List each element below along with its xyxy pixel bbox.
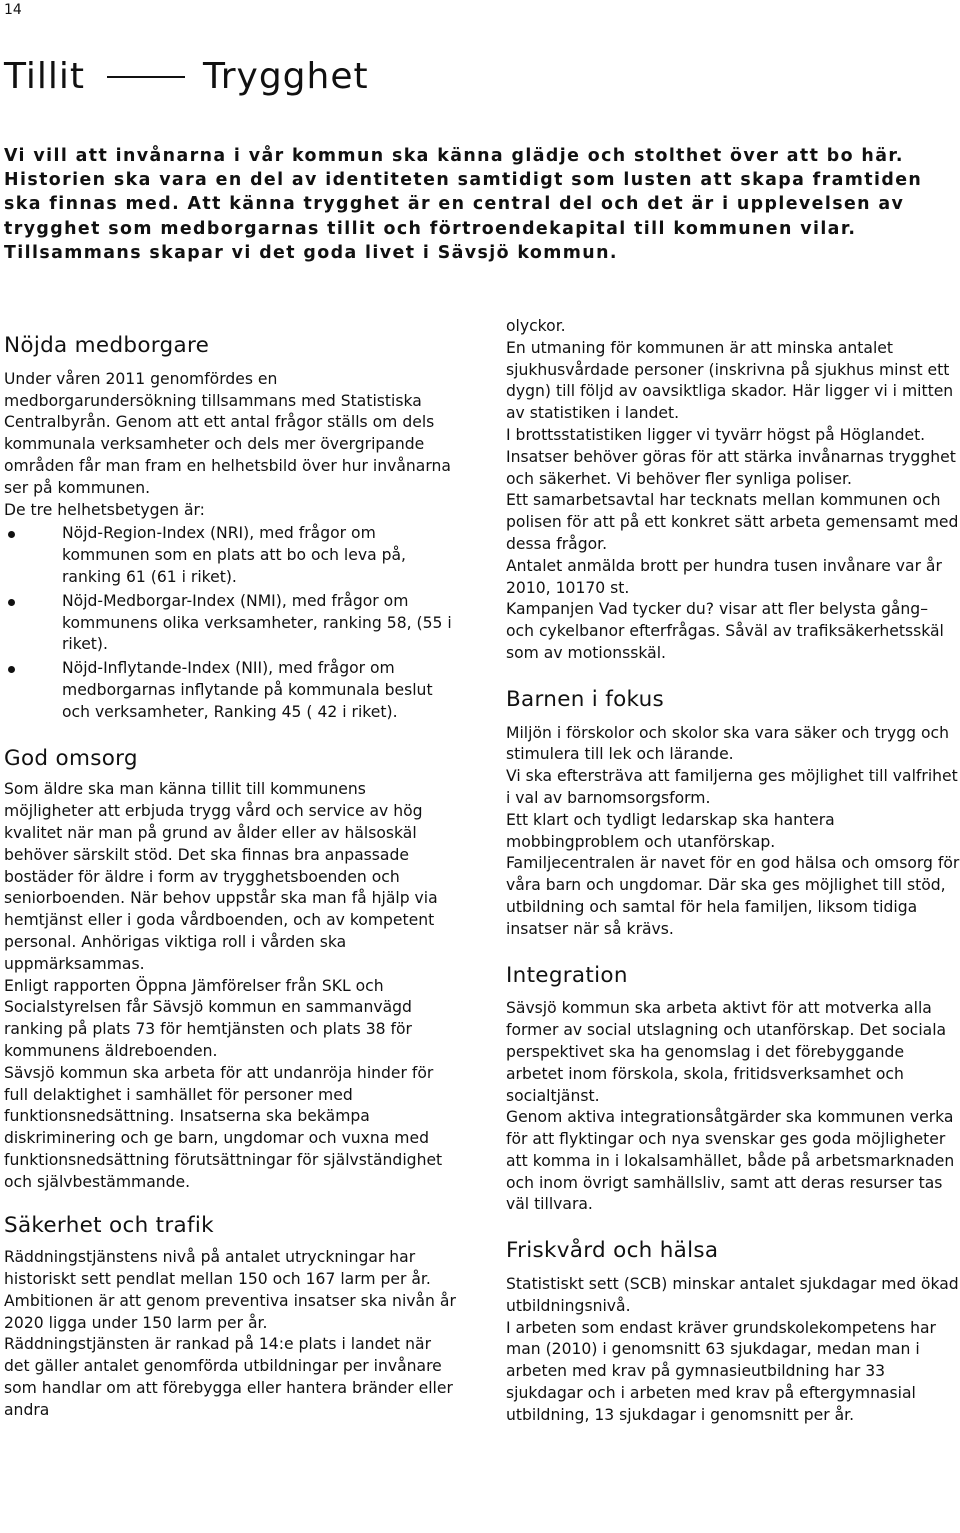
paragraph: Antalet anmälda brott per hundra tusen invånare var år 2010, 10170 st.	[506, 556, 942, 597]
title-part-1: Tillit	[4, 56, 86, 97]
section-god-omsorg	[4, 745, 456, 1194]
index-list	[4, 523, 456, 723]
paragraph: I arbeten som endast kräver grundskolekompetens har man (2010) i genomsnitt 63 sjukdagar, medan man i arbeten med krav på gymnasieutbildning har 33 sjukdagar och i arbeten med krav på eftergymnasial utbildning, 13 sjukdagar i genomsnitt per år.	[506, 1318, 936, 1424]
paragraph: Räddningstjänstens nivå på antalet utryckningar har historiskt sett pendlat mellan 150 och 167 larm per år. Ambitionen är att genom preventiva insatser ska nivån år 2020 ligga under 150 larm per år.	[4, 1248, 456, 1332]
bullet-icon	[8, 531, 15, 538]
section-heading: Integration	[506, 962, 628, 988]
bullet-icon	[8, 599, 15, 606]
page-number: 14	[4, 2, 22, 18]
section-heading: Barnen i fokus	[506, 686, 665, 712]
section-nojda-medborgare	[4, 335, 456, 724]
paragraph: Kampanjen Vad tycker du? visar att fler belysta gång– och cykelbanor efterfrågas. Såväl av trafiksäkerhetsskäl som av motionsskäl.	[506, 600, 944, 662]
section-heading: Nöjda medborgare	[4, 333, 210, 358]
section-continuation	[506, 316, 960, 665]
paragraph: Familjecentralen är navet för en god hälsa och omsorg för våra barn och ungdomar. Där ska ges möjlighet till stöd, utbildning och samtal för hela familjen, liksom tidiga insatser när så krävs.	[506, 854, 960, 938]
paragraph: Enligt rapporten Öppna Jämförelser från SKL och Socialstyrelsen får Sävsjö kommun en sammanvägd ranking på plats 73 för hemtjänsten och plats 38 för kommunens äldreboenden.	[4, 976, 412, 1060]
paragraph: Räddningstjänsten är rankad på 14:e plats i landet när det gäller antalet genomförda utbildningar per invånare som handlar om att förebygga eller hantera bränder eller andra	[4, 1335, 453, 1419]
paragraph: I brottsstatistiken ligger vi tyvärr högst på Höglandet. Insatser behöver göras för att stärka invånarnas trygghet och säkerhet. Vi behöver fler synliga poliser.	[506, 425, 956, 488]
section-sakerhet-trafik	[4, 1215, 456, 1421]
paragraph: Vi ska eftersträva att familjerna ges möjlighet till valfrihet i val av barnomsorgsform.	[506, 767, 958, 807]
section-barnen-i-fokus	[506, 686, 960, 941]
left-column	[4, 335, 456, 1422]
list-item	[4, 658, 456, 723]
paragraph: Genom aktiva integrationsåtgärder ska kommunen verka för att flyktingar och nya svenskar ges goda möjligheter att komma in i lokalsamhället, både på arbetsmarknaden och inom övrigt samhällsliv, samt att deras resurser tas väl tillvara.	[506, 1108, 955, 1214]
paragraph: Miljön i förskolor och skolor ska vara säker och trygg och stimulera till lek och lärande.	[506, 723, 949, 764]
list-item	[4, 591, 456, 656]
bullet-icon	[8, 666, 15, 673]
section-heading: God omsorg	[4, 745, 138, 771]
list-item-text: Nöjd-Medborgar-Index (NMI), med frågor om kommunens olika verksamheter, ranking 58, (55 i riket).	[62, 591, 452, 654]
paragraph: Som äldre ska man känna tillit till kommunens möjligheter att erbjuda trygg vård och service av hög kvalitet när man på grund av ålder eller av hälsoskäl behöver särskilt stöd. Det ska finnas bra anpassade bostäder för äldre i form av trygghetsboenden och seniorboenden. När behov uppstår ska man få hjälp via hemtjänst eller i goda vårdboenden, och av kompetent personal. Anhörigas viktiga roll i vården ska uppmärksammas.	[4, 780, 438, 973]
section-heading: Säkerhet och trafik	[4, 1213, 214, 1239]
list-item	[4, 523, 456, 588]
section-integration	[506, 962, 960, 1217]
paragraph: De tre helhetsbetygen är:	[4, 500, 205, 519]
right-column	[506, 316, 960, 1427]
paragraph: Ett klart och tydligt ledarskap ska hantera mobbingproblem och utanförskap.	[506, 810, 835, 851]
page-title	[4, 56, 369, 97]
title-dash	[107, 76, 185, 78]
section-friskvard-och-halsa	[506, 1240, 960, 1426]
paragraph: Ett samarbetsavtal har tecknats mellan kommunen och polisen för att på ett konkret sätt arbeta gemensamt med dessa frågor.	[506, 491, 959, 553]
paragraph: olyckor.	[506, 317, 566, 335]
paragraph: Statistiskt sett (SCB) minskar antalet sjukdagar med ökad utbildningsnivå.	[506, 1275, 959, 1315]
paragraph: En utmaning för kommunen är att minska antalet sjukhusvårdade personer (inskrivna på sjukhus minst ett dygn) till följd av oavsiktliga skador. Här ligger vi i mitten av statistiken i landet.	[506, 338, 954, 423]
paragraph: Under våren 2011 genomfördes en medborgarundersökning tillsammans med Statistiska Centralbyrån. Genom att ett antal frågor ställs om dels kommunala verksamheter och dels mer övergripande områden får man fram en helhetsbild över hur invånarna ser på kommunen.	[4, 369, 451, 497]
intro-paragraph: Vi vill att invånarna i vår kommun ska känna glädje och stolthet över att bo här. Historien ska vara en del av identiteten samtidigt som lusten att skapa framtiden ska finnas med. Att känna trygghet är en central del och det är i upplevelsen av trygghet som medborgarnas tillit och förtroendekapital till kommunen vilar. Tillsammans skapar vi det goda livet i Sävsjö kommun.	[4, 146, 923, 263]
section-heading: Friskvård och hälsa	[506, 1238, 719, 1264]
paragraph: Sävsjö kommun ska arbeta aktivt för att motverka alla former av social utslagning och utanförskap. Det sociala perspektivet ska ha genomslag i det förebyggande arbetet inom förskola, skola, fritidsverksamhet och socialtjänst.	[506, 999, 947, 1105]
list-item-text: Nöjd-Inflytande-Index (NII), med frågor om medborgarnas inflytande på kommunala beslut och verksamheter, Ranking 45 ( 42 i riket).	[62, 659, 433, 721]
title-part-2: Trygghet	[203, 56, 369, 97]
paragraph: Sävsjö kommun ska arbeta för att undanröja hinder för full delaktighet i samhället för personer med funktionsnedsättning. Insatserna ska bekämpa diskriminering och ge barn, ungdomar och vuxna med funktionsnedsättning förutsättningar för självständighet och självbestämmande.	[4, 1063, 443, 1191]
list-item-text: Nöjd-Region-Index (NRI), med frågor om kommunen som en plats att bo och leva på, ranking 61 (61 i riket).	[62, 524, 406, 586]
